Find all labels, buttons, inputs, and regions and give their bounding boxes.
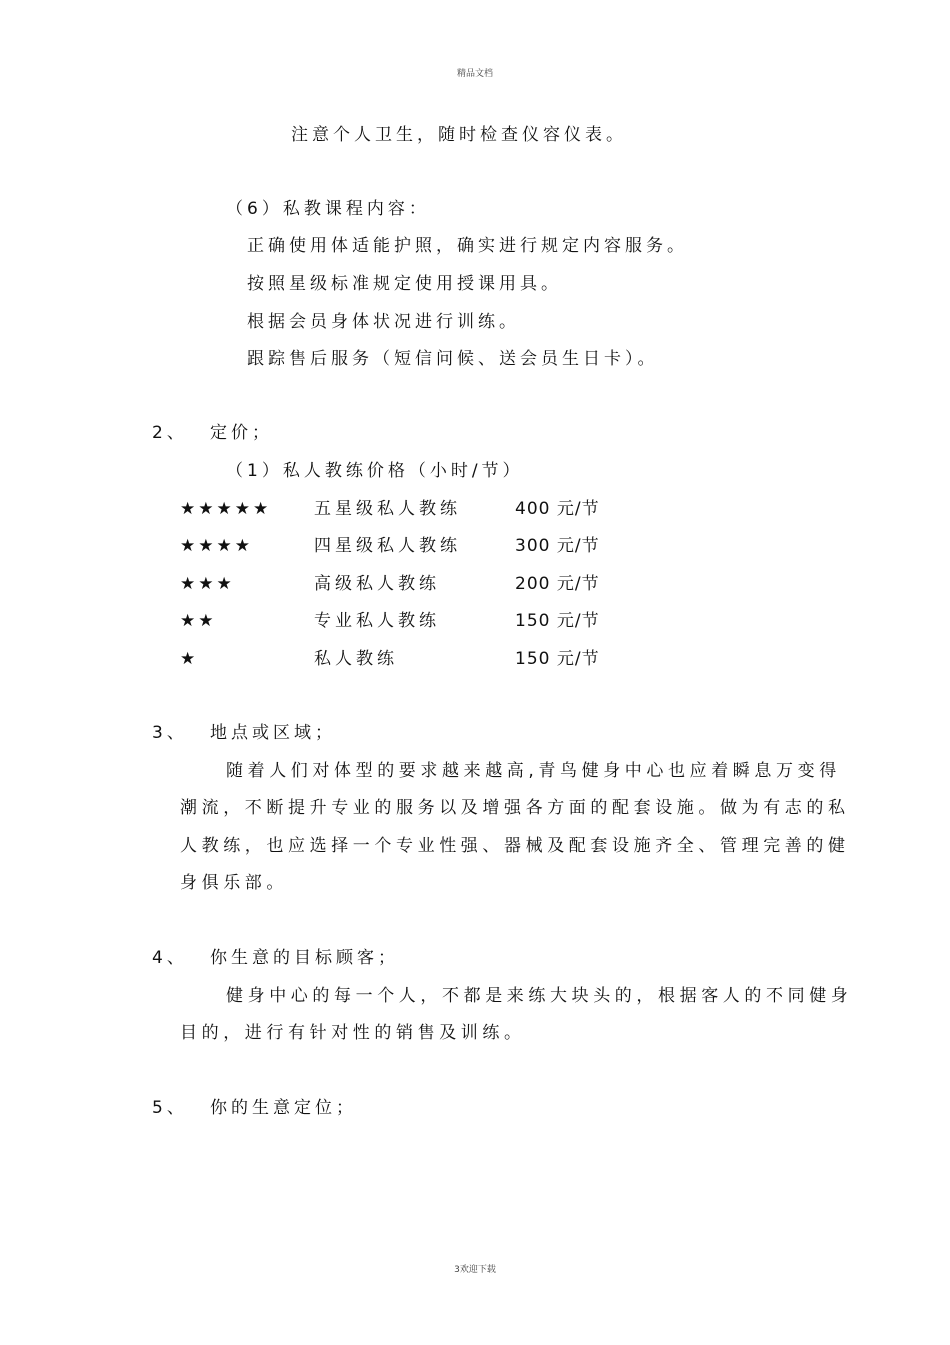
target-paragraph-line: 健身中心的每一个人，不都是来练大块头的，根据客人的不同健身 [226,986,853,1006]
section6-item: 按照星级标准规定使用授课用具。 [247,274,562,294]
location-paragraph-line: 潮流，不断提升专业的服务以及增强各方面的配套设施。做为有志的私 [180,798,850,818]
coach-price: 150 元/节 [515,611,600,631]
section6-item: 根据会员身体状况进行训练。 [247,312,520,332]
coach-price: 150 元/节 [515,649,600,669]
coach-price: 300 元/节 [515,536,600,556]
positioning-heading-number: 5、 [152,1098,188,1118]
star-rating: ★★★★★ [180,499,272,519]
location-paragraph-line: 人教练，也应选择一个专业性强、器械及配套设施齐全、管理完善的健 [180,836,850,856]
section6-item: 跟踪售后服务（短信问候、送会员生日卡）。 [247,349,659,369]
coach-price: 400 元/节 [515,499,600,519]
intro-line: 注意个人卫生，随时检查仪容仪表。 [291,125,627,145]
location-paragraph-line: 身俱乐部。 [180,873,288,893]
coach-level: 四星级私人教练 [314,536,461,556]
coach-price: 200 元/节 [515,574,600,594]
star-rating: ★★ [180,611,217,631]
location-paragraph-line: 随着人们对体型的要求越来越高,青鸟健身中心也应着瞬息万变得 [226,761,841,781]
coach-level: 五星级私人教练 [314,499,461,519]
star-rating: ★ [180,649,199,669]
target-heading-number: 4、 [152,948,188,968]
star-rating: ★★★★ [180,536,253,556]
pricing-subtitle: （1）私人教练价格（小时/节） [226,461,524,481]
location-heading: 地点或区域； [210,723,336,743]
star-rating: ★★★ [180,574,235,594]
target-heading: 你生意的目标顾客； [210,948,399,968]
page-header: 精品文档 [456,69,493,79]
target-paragraph-line: 目的，进行有针对性的销售及训练。 [180,1023,526,1043]
location-heading-number: 3、 [152,723,188,743]
section6-title: （6）私教课程内容： [226,199,430,219]
pricing-heading: 定价； [210,423,273,443]
coach-level: 专业私人教练 [314,611,440,631]
pricing-heading-number: 2、 [152,423,188,443]
coach-level: 私人教练 [314,649,398,669]
page-footer: 3欢迎下载 [454,1265,496,1275]
coach-level: 高级私人教练 [314,574,440,594]
positioning-heading: 你的生意定位； [210,1098,357,1118]
section6-item: 正确使用体适能护照，确实进行规定内容服务。 [247,236,688,256]
